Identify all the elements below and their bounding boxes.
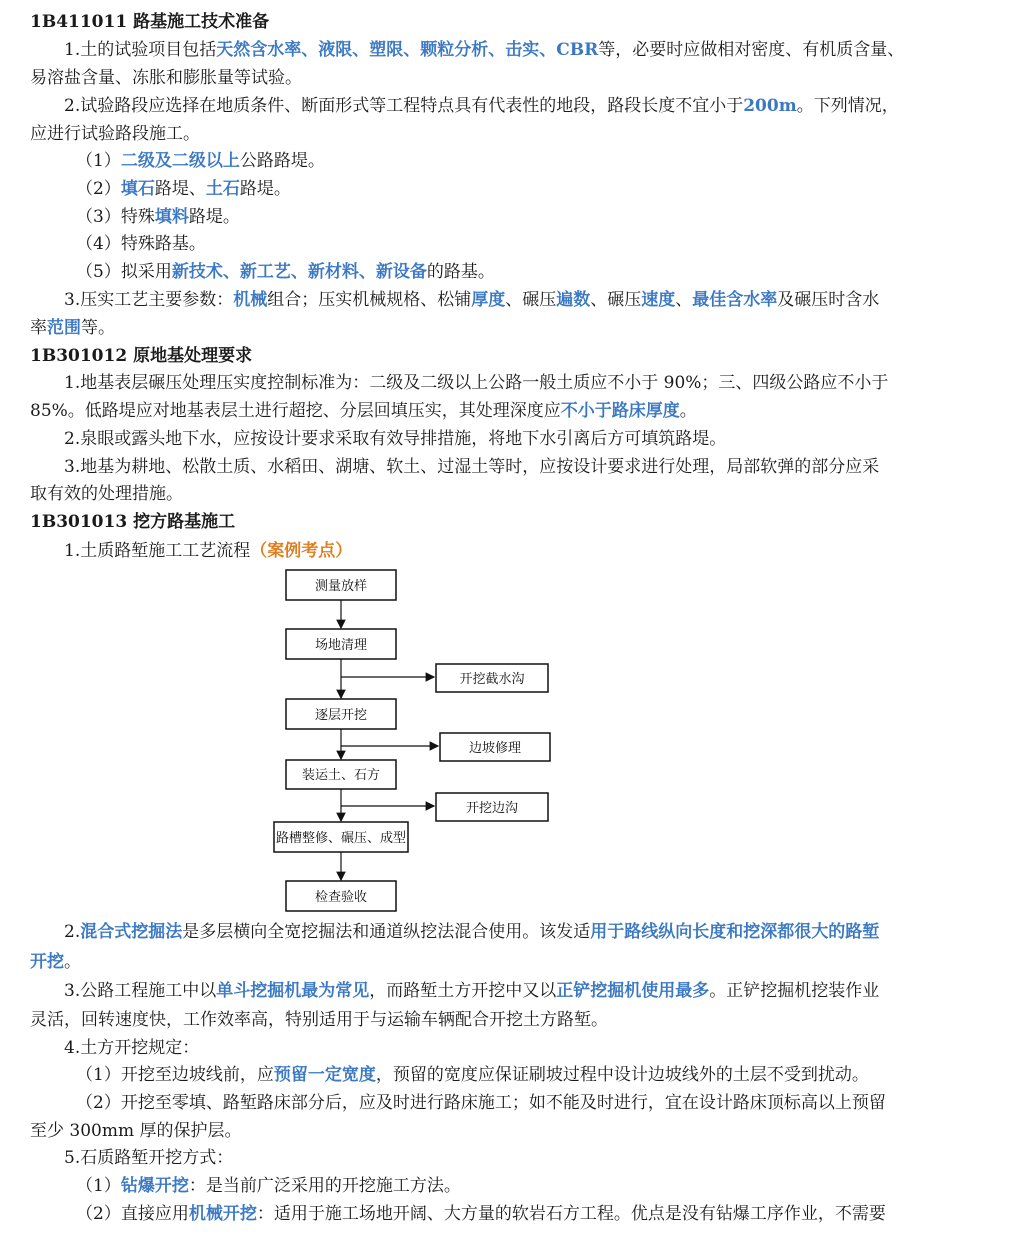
text-line	[64, 918, 1010, 946]
text-line	[30, 120, 1010, 148]
svg-text:装运土、石方: 装运土、石方	[301, 768, 381, 783]
text-run: 及碾压时含水	[777, 290, 880, 310]
text-run: 率	[30, 318, 47, 338]
highlight-text: 新技术、新工艺、新材料、新设备	[171, 262, 427, 282]
highlight-text: 范围	[47, 318, 81, 338]
text-run: 。下列情况，	[796, 96, 899, 116]
text-line	[64, 369, 1010, 397]
flow-step	[286, 629, 396, 659]
section-heading: 1B301012 原地基处理要求	[30, 346, 253, 366]
text-line	[64, 537, 1010, 565]
highlight-text: 填石	[120, 179, 155, 199]
highlight-text: 正铲挖掘机使用最多	[556, 981, 710, 1001]
highlight-text: 填料	[154, 207, 189, 227]
text-line	[76, 1200, 1010, 1228]
text-run: 是多层横向全宽挖掘法和通道纵挖法混合使用。该发适	[182, 922, 591, 942]
highlight-text: 机械开挖	[188, 1204, 257, 1224]
svg-text:路槽整修、碾压、成型: 路槽整修、碾压、成型	[275, 831, 407, 846]
highlight-text: 200m	[743, 96, 797, 116]
text-run: 1.地基表层碾压处理压实度控制标准为：二级及二级以上公路一般土质应不小于 90%；三、四级公路应不小于	[64, 373, 889, 393]
text-line	[76, 1172, 1010, 1200]
text-line	[30, 314, 1010, 342]
text-run: ：适用于施工场地开阔、大方量的软岩石方工程。优点是没有钻爆工序作业，不需要	[256, 1204, 886, 1224]
text-run: 路堤。	[188, 207, 240, 227]
text-run: （1）	[76, 151, 121, 171]
text-run: 取有效的处理措施。	[30, 484, 183, 504]
text-line	[76, 175, 1010, 203]
text-run: 的路基。	[426, 262, 495, 282]
highlight-text: 天然含水率、液限、塑限、颗粒分析、击实、CBR	[216, 40, 599, 60]
text-line	[64, 425, 1010, 453]
highlight-text: 速度	[641, 290, 676, 310]
svg-text:边坡修理: 边坡修理	[468, 741, 522, 756]
text-line	[76, 203, 1010, 231]
text-run: 1.土质路堑施工工艺流程	[64, 541, 251, 561]
text-run: 1.土的试验项目包括	[64, 40, 217, 60]
text-run: 、碾压	[590, 290, 642, 310]
text-run: （4）特殊路基。	[76, 234, 206, 254]
svg-text:逐层开挖: 逐层开挖	[314, 708, 368, 723]
flow-step	[286, 570, 396, 600]
text-line	[76, 1061, 1010, 1089]
text-run: 4.土方开挖规定：	[64, 1038, 200, 1058]
text-run: 5.石质路堑开挖方式：	[64, 1148, 234, 1168]
text-line	[76, 230, 1010, 258]
highlight-text: 土石	[205, 179, 240, 199]
text-run: （2）开挖至零填、路堑路床部分后，应及时进行路床施工；如不能及时进行，宜在设计路床顶标高以上预留	[76, 1093, 886, 1113]
highlight-text: 单斗挖掘机最为常见	[216, 981, 370, 1001]
text-run: 3.地基为耕地、松散土质、水稻田、湖塘、软土、过湿土等时，应按设计要求进行处理，局部软弹的部分应采	[64, 457, 880, 477]
highlight-text: 机械	[233, 290, 268, 310]
highlight-text: 开挖	[30, 952, 64, 972]
text-line	[30, 8, 1010, 36]
text-run: 至少 300mm 厚的保护层。	[30, 1121, 242, 1141]
svg-text:开挖边沟: 开挖边沟	[465, 801, 519, 816]
text-run: 。正铲挖掘机挖装作业	[709, 981, 880, 1001]
text-line	[64, 1034, 1010, 1062]
text-run: 、碾压	[505, 290, 557, 310]
text-line	[30, 948, 1010, 976]
svg-text:开挖截水沟: 开挖截水沟	[459, 672, 525, 687]
text-run: 组合；压实机械规格、松铺	[267, 290, 472, 310]
text-run: 3.压实工艺主要参数：	[64, 290, 234, 310]
text-line	[64, 453, 1010, 481]
text-run: 。	[64, 952, 81, 972]
flow-step	[286, 760, 396, 789]
text-line	[64, 286, 1010, 314]
text-line	[64, 1144, 1010, 1172]
text-run: （3）特殊	[76, 207, 155, 227]
svg-text:检查验收: 检查验收	[314, 890, 368, 905]
flow-step	[286, 881, 396, 911]
earth-cutting-flowchart	[270, 564, 570, 914]
highlight-text: 厚度	[471, 290, 506, 310]
flow-step	[286, 699, 396, 729]
flow-side-step	[436, 793, 548, 821]
text-line	[64, 977, 1010, 1005]
text-run: 路堤、	[154, 179, 206, 199]
highlight-text: 预留一定宽度	[273, 1065, 376, 1085]
flow-step	[274, 822, 408, 852]
text-run: 3.公路工程施工中以	[64, 981, 217, 1001]
text-run: 公路路堤。	[239, 151, 325, 171]
text-run: ，而路堑土方开挖中又以	[369, 981, 557, 1001]
text-run: 灵活，回转速度快，工作效率高，特别适用于与运输车辆配合开挖土方路堑。	[30, 1010, 608, 1030]
text-line	[30, 64, 1010, 92]
text-run: （1）开挖至边坡线前，应	[76, 1065, 274, 1085]
text-run: 易溶盐含量、冻胀和膨胀量等试验。	[30, 68, 302, 88]
text-run: 路堤。	[239, 179, 291, 199]
highlight-text: 用于路线纵向长度和挖深都很大的路堑	[590, 922, 880, 942]
flow-side-step	[440, 733, 550, 761]
text-run: 2.试验路段应选择在地质条件、断面形式等工程特点具有代表性的地段，路段长度不宜小于	[64, 96, 744, 116]
text-run: （2）	[76, 179, 121, 199]
text-line	[64, 36, 1010, 64]
text-run: （5）拟采用	[76, 262, 172, 282]
text-line	[76, 258, 1010, 286]
text-run: 2.	[64, 922, 81, 942]
text-run: 2.泉眼或露头地下水，应按设计要求采取有效导排措施，将地下水引离后方可填筑路堤。	[64, 429, 727, 449]
highlight-text: 遍数	[556, 290, 591, 310]
flow-side-step	[436, 664, 548, 692]
text-line	[30, 397, 1010, 425]
svg-text:测量放样: 测量放样	[314, 579, 368, 594]
text-run: 等。	[81, 318, 115, 338]
text-line	[76, 1089, 1010, 1117]
section-heading: 1B301013 挖方路基施工	[30, 512, 236, 532]
text-run: 。	[679, 401, 697, 421]
text-line	[30, 1117, 1010, 1145]
text-line	[30, 480, 1010, 508]
text-line	[64, 92, 1010, 120]
text-line	[30, 1006, 1010, 1034]
section-heading: 1B411011 路基施工技术准备	[30, 12, 270, 32]
text-run: ，预留的宽度应保证刷坡过程中设计边坡线外的土层不受到扰动。	[375, 1065, 869, 1085]
text-line	[30, 342, 1010, 370]
highlight-text: 不小于路床厚度	[560, 401, 680, 421]
highlight-text: 二级及二级以上	[120, 151, 240, 171]
text-run: 应进行试验路段施工。	[30, 124, 200, 144]
text-run: 等，必要时应做相对密度、有机质含量、	[598, 40, 905, 60]
highlight-text: 最佳含水率	[692, 290, 778, 310]
text-line	[76, 147, 1010, 175]
text-run: （2）直接应用	[76, 1204, 189, 1224]
exam-point-tag: （案例考点）	[250, 541, 353, 561]
text-run: 、	[675, 290, 693, 310]
text-run: ：是当前广泛采用的开挖施工方法。	[188, 1176, 461, 1196]
text-run: 85%。低路堤应对地基表层土进行超挖、分层回填压实，其处理深度应	[30, 401, 561, 421]
highlight-text: 混合式挖掘法	[80, 922, 183, 942]
text-line	[30, 508, 1010, 536]
svg-text:场地清理: 场地清理	[314, 638, 368, 653]
text-run: （1）	[76, 1176, 121, 1196]
highlight-text: 钻爆开挖	[120, 1176, 189, 1196]
